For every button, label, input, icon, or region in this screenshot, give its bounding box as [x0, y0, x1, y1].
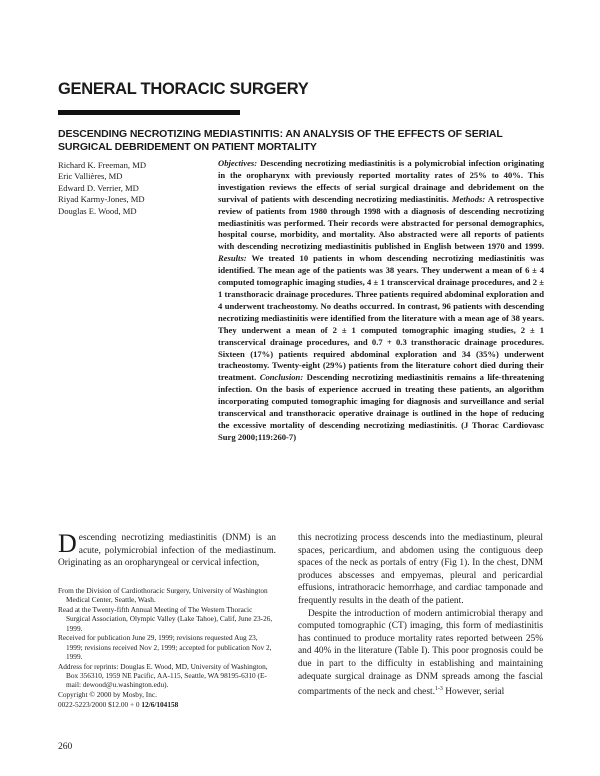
body-paragraph: this necrotizing process descends into the mediastinum, pleural spaces, pericardium, and abdomen using the contiguous deep spaces of the neck as portals of entry (Fig 1). In the chest, DNM produces abscesses and empyemas, pleural and pericardial effusions, intrathoracic hemorrhage, and cardiac tamponade and frequently results in the death of the patient.	[298, 533, 543, 606]
affiliation-note: From the Division of Cardiothoracic Surgery, University of Washington Medical Center, Seattle, Wash.	[58, 586, 268, 605]
conclusion-label: Conclusion:	[259, 372, 304, 383]
article-code	[58, 700, 276, 709]
intro-paragraph: escending necrotizing mediastinitis (DNM) is an acute, polymicrobial infection of the mediastinum. Originating as an oropharyngeal or cervical infection,	[58, 533, 276, 569]
received-note: Received for publication June 29, 1999; revisions requested Aug 23, 1999; revisions received Nov 2, 1999; accepted for publication Nov 2, 1999.	[58, 633, 272, 662]
author: Riyad Karmy-Jones, MD	[58, 194, 145, 205]
address-note: Address for reprints: Douglas E. Wood, MD, University of Washington, Box 356310, 1959 NE Pacific, AA-115, Seattle, WA 98195-6310 (E-mail: dewood@u.washington.edu).	[58, 661, 268, 690]
objectives-text: Descending necrotizing mediastinitis is a polymicrobial infection originating in the oropharynx with previously reported mortality rates of 25% to 40%. This investigation reviews the effects of serial surgical drainage and debridement on the survival of patients with descending necrotizing mediastinitis.	[218, 158, 544, 204]
code-id: 12/6/104158	[141, 700, 179, 710]
methods-text: A retrospective review of patients from 1980 through 1998 with a diagnosis of descending necrotizing mediastinitis was performed. Their records were abstracted for personal demographics, hospital course, morbidity, and mortality. Also abstracted were all reports of patients with descending necrotizing mediastinitis published in English between 1970 and 1999.	[218, 193, 544, 252]
footnotes	[58, 586, 276, 710]
body-column-left	[58, 529, 276, 570]
abstract	[218, 158, 544, 444]
page-number: 260	[58, 742, 73, 752]
drop-cap: D	[58, 529, 77, 558]
citation: 1-3	[434, 686, 443, 693]
results-text: We treated 10 patients in whom descending necrotizing mediastinitis was identified. The mean age of the patients was 38 years. They underwent a mean of 6 ± 4 computed tomographic imaging studies, 4 ± 1 transcervical drainage procedures, and 2 ± 1 transthoracic drainage procedures. Three patients required abdominal exploration and 4 underwent tracheostomy. No deaths occurred. In contrast, 96 patients with descending necrotizing mediastinitis were identified from the literature with a mean age of 38 years. They underwent a mean of 2 ± 1 computed tomographic imaging studies, 2 ± 1 transcervical drainage procedures, and 0.7 + 0.3 transthoracic drainage procedures. Sixteen (17%) patients required abdominal exploration and 34 (35%) underwent tracheostomy. Twenty-eight (29%) patients from the literature cohort died during their treatment.	[218, 253, 544, 383]
article-title: DESCENDING NECROTIZING MEDIASTINITIS: AN ANALYSIS OF THE EFFECTS OF SERIAL SURGICAL DEBRIDEMENT ON PATIENT MORTALITY	[58, 128, 503, 153]
section-heading: GENERAL THORACIC SURGERY	[58, 80, 309, 98]
meeting-note: Read at the Twenty-fifth Annual Meeting of The Western Thoracic Surgical Association, Olympic Valley (Lake Tahoe), Calif, June 23-26, 1999.	[58, 605, 273, 633]
author-list	[58, 160, 146, 217]
body-column-right	[298, 532, 543, 699]
conclusion-text: Descending necrotizing mediastinitis remains a life-threatening infection. On the basis of experience accrued in treating these patients, an algorithm incorporating computed tomographic imaging for diagnosis and surveillance and serial transcervical and transthoracic operative drainage is outlined in the hope of reducing the excessive mortality of descending necrotizing mediastinitis. (J Thorac Cardiovasc Surg 2000;119:260-7)	[218, 372, 544, 442]
author: Douglas E. Wood, MD	[58, 205, 137, 216]
methods-label: Methods:	[451, 193, 486, 204]
author: Richard K. Freeman, MD	[58, 160, 147, 170]
results-label: Results:	[218, 253, 247, 264]
objectives-label: Objectives:	[218, 158, 258, 168]
section-rule	[58, 110, 240, 115]
copyright-note: Copyright © 2000 by Mosby, Inc.	[58, 690, 157, 700]
paragraph-text: Despite the introduction of modern antimicrobial therapy and computed tomographic (CT) imaging, this form of mediastinitis has continued to produce mortality rates reported between 25% and 40% in the literature (Table I). This poor prognosis could be due in part to the difficulty in establishing and maintaining adequate surgical drainage as DNM spreads among the fascial compartments of the neck and chest.	[298, 608, 543, 698]
paragraph-tail: However, serial	[442, 687, 505, 698]
author: Edward D. Verrier, MD	[58, 182, 139, 193]
author: Eric Vallières, MD	[58, 171, 123, 182]
body-paragraph	[298, 608, 543, 699]
code-prefix: 0022-5223/2000 $12.00 + 0	[58, 700, 142, 710]
